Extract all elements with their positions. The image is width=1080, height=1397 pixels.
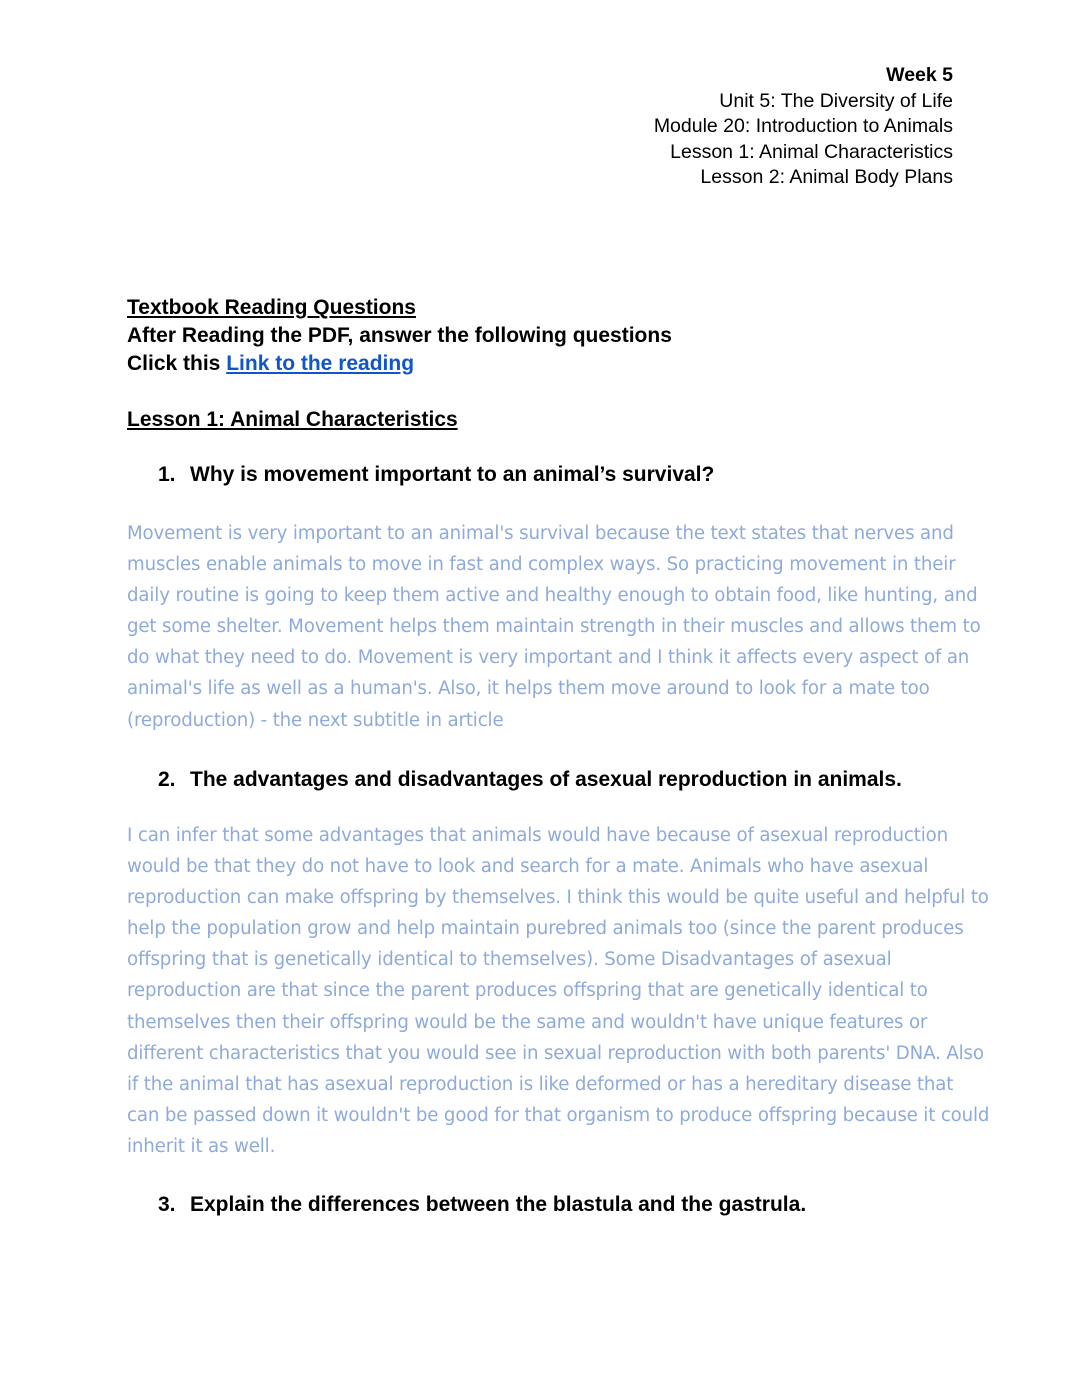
answer-line: do what they need to do. Movement is very important and I think it affects every aspect of an — [127, 647, 970, 669]
reading-link[interactable]: Link to the reading — [226, 352, 415, 375]
reading-questions-title: Textbook Reading Questions — [127, 296, 416, 319]
answer-line: reproduction are that since the parent produces offspring that are genetically identical to — [127, 980, 928, 1002]
answer-1[interactable] — [127, 518, 981, 736]
module-label: Module 20: Introduction to Animals — [653, 115, 953, 138]
answer-line: animal's life as well as a human's. Also, it helps them move around to look for a mate too — [127, 678, 930, 700]
question-3 — [158, 1191, 806, 1219]
answer-line: get some shelter. Movement helps them maintain strength in their muscles and allows them to — [127, 616, 981, 638]
lesson1-label: Lesson 1: Animal Characteristics — [670, 140, 953, 163]
header-block — [654, 63, 953, 191]
answer-2[interactable] — [127, 820, 990, 1162]
answer-line: Movement is very important to an animal's survival because the text states that nerves and — [127, 523, 954, 544]
answer-line: I can infer that some advantages that animals would have because of asexual reproduction — [127, 825, 949, 846]
question-1 — [158, 461, 714, 489]
answer-line: reproduction can make offspring by themselves. I think this would be quite useful and helpful to — [127, 887, 989, 909]
answer-line: if the animal that has asexual reproduction is like deformed or has a hereditary disease that — [127, 1073, 954, 1095]
answer-line: different characteristics that you would see in sexual reproduction with both parents' DNA. Also — [127, 1042, 984, 1064]
answer-line: help the population grow and help maintain purebred animals too (since the parent produces — [127, 918, 964, 940]
intro-block — [127, 294, 672, 378]
question-number: 2. — [158, 768, 176, 791]
answer-line: would be that they do not have to look and search for a mate. Animals who have asexual — [127, 856, 929, 878]
question-2 — [158, 766, 902, 794]
click-line — [127, 350, 672, 378]
instruction-text: After Reading the PDF, answer the following questions — [127, 324, 672, 347]
question-text: Explain the differences between the blastula and the gastrula. — [190, 1193, 807, 1216]
answer-line: inherit it as well. — [127, 1135, 276, 1157]
question-text: The advantages and disadvantages of asexual reproduction in animals. — [190, 768, 902, 791]
question-text: Why is movement important to an animal’s survival? — [190, 463, 715, 486]
lesson-heading: Lesson 1: Animal Characteristics — [127, 408, 458, 431]
click-prefix: Click this — [127, 352, 227, 375]
question-number: 1. — [158, 463, 176, 486]
answer-line: muscles enable animals to move in fast and complex ways. So practicing movement in their — [127, 554, 956, 576]
unit-label: Unit 5: The Diversity of Life — [719, 89, 953, 112]
lesson2-label: Lesson 2: Animal Body Plans — [700, 166, 953, 189]
answer-line: offspring that is genetically identical to themselves). Some Disadvantages of asexual — [127, 949, 892, 971]
answer-line: daily routine is going to keep them active and healthy enough to obtain food, like hunting, and — [127, 585, 978, 607]
week-label: Week 5 — [886, 64, 953, 86]
answer-line: can be passed down it wouldn't be good for that organism to produce offspring because it could — [127, 1104, 990, 1126]
answer-line: themselves then their offspring would be the same and wouldn't have unique features or — [127, 1011, 928, 1033]
question-number: 3. — [158, 1193, 176, 1216]
answer-line: (reproduction) - the next subtitle in article — [127, 709, 504, 731]
